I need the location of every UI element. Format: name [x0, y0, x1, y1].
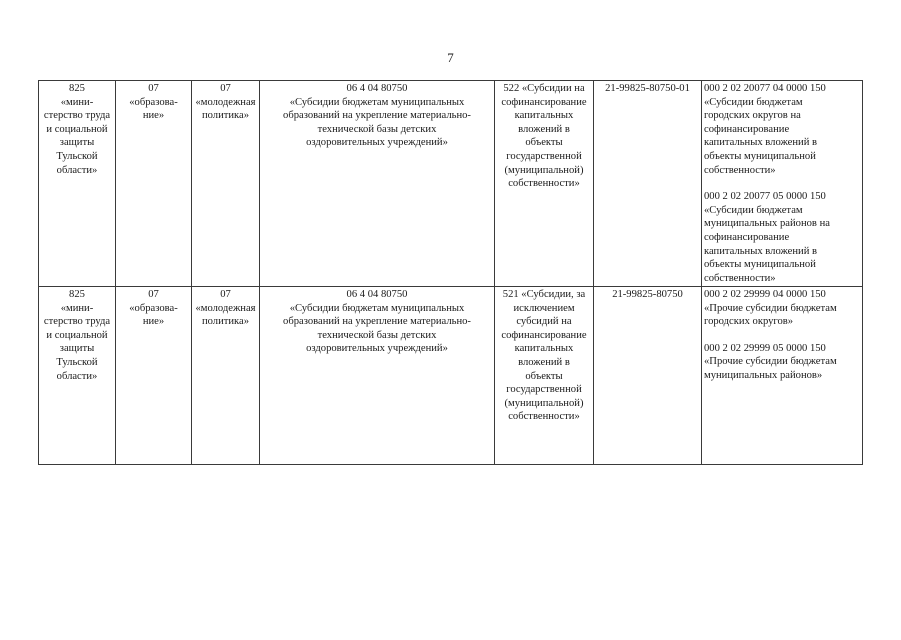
subsection-cell: 07 «молодежная политика» [192, 287, 260, 465]
subsection-cell: 07 «молодежная политика» [192, 81, 260, 287]
revenue-code-cell: 000 2 02 29999 04 0000 150 «Прочие субсидии бюджетам городских округов» 000 2 02 29999 05 0000 150 «Прочие субсидии бюджетам муниципальных районов» [702, 287, 863, 465]
code-cell: 21-99825-80750 [594, 287, 702, 465]
expense-type-cell: 521 «Субсидии, за исключением субсидий на софинансирование капитальных вложений в объекты государственной (муниципальной) собственности» [495, 287, 594, 465]
section-cell: 07 «образова- ние» [116, 81, 192, 287]
table-row [39, 81, 863, 287]
ministry-cell: 825 «мини- стерство труда и социальной защиты Тульской области» [39, 81, 116, 287]
target-article-cell: 06 4 04 80750 «Субсидии бюджетам муниципальных образований на укрепление материально- технической базы детских оздоровительных учреждений» [260, 81, 495, 287]
section-cell: 07 «образова- ние» [116, 287, 192, 465]
expense-type-cell: 522 «Субсидии на софинансирование капитальных вложений в объекты государственной (муниципальной) собственности» [495, 81, 594, 287]
page-number: 7 [447, 50, 454, 65]
ministry-cell: 825 «мини- стерство труда и социальной защиты Тульской области» [39, 287, 116, 465]
code-cell: 21-99825-80750-01 [594, 81, 702, 287]
revenue-code-cell: 000 2 02 20077 04 0000 150 «Субсидии бюджетам городских округов на софинансирование капитальных вложений в объекты муниципальной собственности» 000 2 02 20077 05 0000 150 «Субсидии бюджетам муниципальных районов на софинансирование капитальных вложений в объекты муниципальной собственности» [702, 81, 863, 287]
table-row [39, 287, 863, 465]
target-article-cell: 06 4 04 80750 «Субсидии бюджетам муниципальных образований на укрепление материально- технической базы детских оздоровительных учреждений» [260, 287, 495, 465]
document-table [38, 80, 863, 465]
